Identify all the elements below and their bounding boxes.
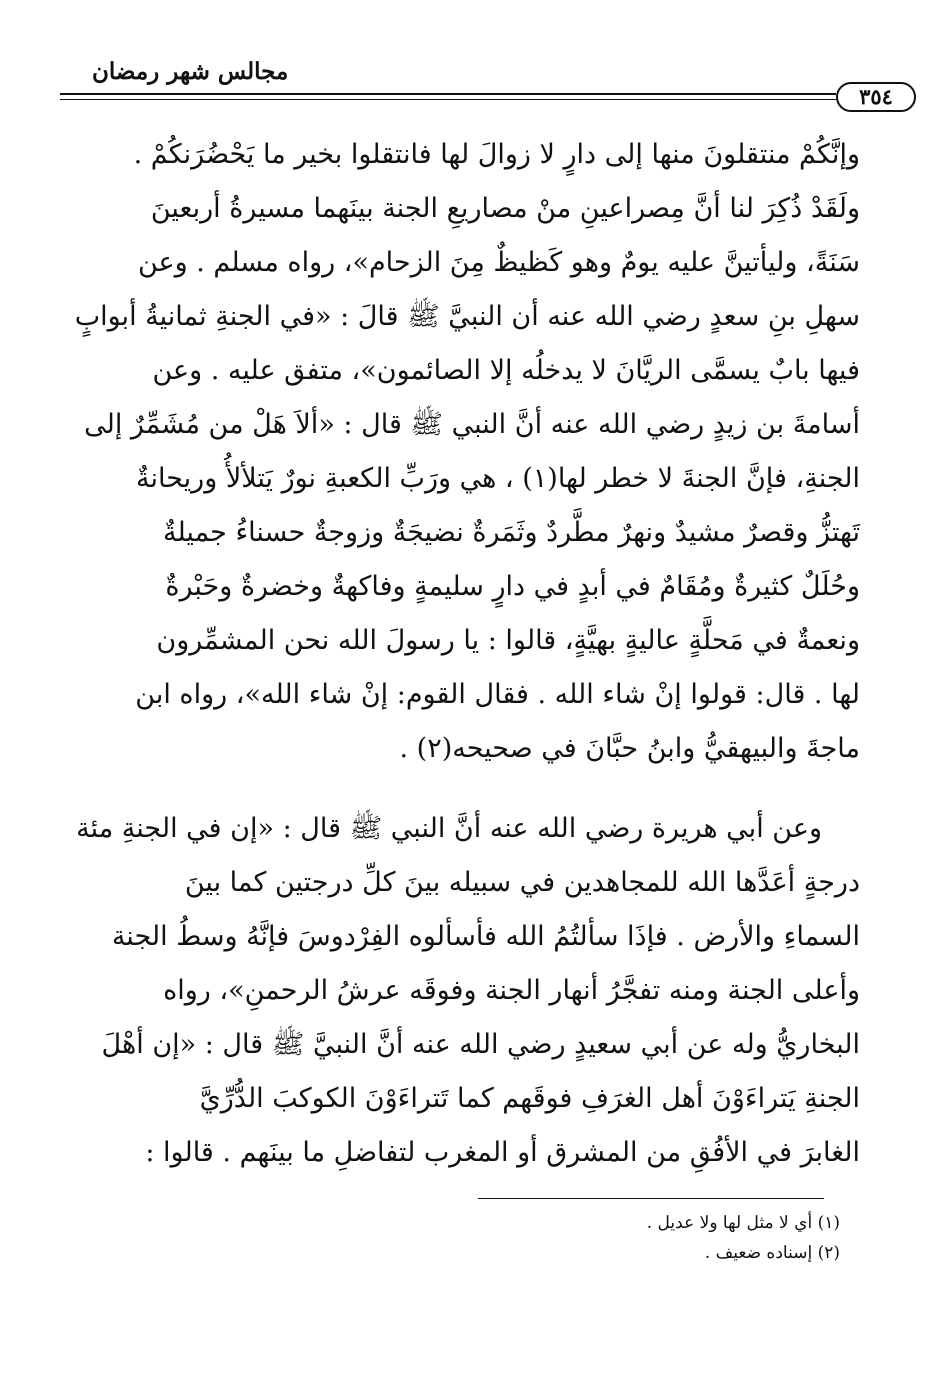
footnote-1: (١) أي لا مثل لها ولا عديل . xyxy=(646,1213,840,1233)
text-line: ونعمةٌ في مَحلَّةٍ عاليةٍ بهيَّةٍ، قالوا : يا رسولَ الله نحن المشمِّرون xyxy=(156,625,860,656)
header-rule-bottom xyxy=(60,99,836,100)
text-line: وإنَّكُمْ منتقلونَ منها إلى دارٍ لا زوالَ لها فانتقلوا بخير ما يَحْضُرَنكُمْ . xyxy=(133,139,860,170)
text-line: لها . قال: قولوا إنْ شاء الله . فقال القوم: إنْ شاء الله»، رواه ابن xyxy=(135,679,860,710)
text-line: أسامةَ بن زيدٍ رضي الله عنه أنَّ النبي ﷺ قال : «ألاَ هَلْ من مُشَمِّرٌ إلى xyxy=(84,409,860,440)
text-line: ماجةَ والبيهقيُّ وابنُ حبَّانَ في صحيحه(٢) . xyxy=(399,733,860,764)
text-line: وأعلى الجنة ومنه تفجَّرُ أنهار الجنة وفوقَه عرشُ الرحمنِ»، رواه xyxy=(163,975,860,1006)
text-line: الغابرَ في الأفُقِ من المشرق أو المغرب لتفاضلِ ما بينَهم . قالوا : xyxy=(145,1137,860,1168)
text-line: وحُلَلٌ كثيرةٌ ومُقَامٌ في أبدٍ في دارٍ سليمةٍ وفاكهةٌ وخضرةٌ وحَبْرةٌ xyxy=(165,571,860,602)
page-number-badge: ٣٥٤ xyxy=(836,82,916,112)
text-line: ولَقَدْ ذُكِرَ لنا أنَّ مِصراعينِ منْ مصاريعِ الجنة بينَهما مسيرةُ أربعينَ xyxy=(150,193,860,224)
text-line: درجةٍ أعَدَّها الله للمجاهدين في سبيله بينَ كلِّ درجتين كما بينَ xyxy=(184,867,860,898)
text-line: البخاريُّ وله عن أبي سعيدٍ رضي الله عنه أنَّ النبيَّ ﷺ قال : «إن أهْلَ xyxy=(101,1029,860,1060)
text-line: الجنةِ، فإنَّ الجنةَ لا خطر لها(١) ، هي ورَبِّ الكعبةِ نورٌ يَتلألأُ وريحانةٌ xyxy=(136,463,860,494)
text-line: وعن أبي هريرة رضي الله عنه أنَّ النبي ﷺ قال : «إن في الجنةِ مئة xyxy=(76,813,822,844)
text-line: تَهتزُّ وقصرٌ مشيدٌ ونهرٌ مطَّردٌ وثَمَرةٌ نضيجَةٌ وزوجةٌ حسناءُ جميلةٌ xyxy=(163,517,860,548)
paragraph-1 xyxy=(60,128,860,776)
text-line: فيها بابٌ يسمَّى الريَّانَ لا يدخلُه إلا الصائمون»، متفق عليه . وعن xyxy=(152,355,860,386)
text-line: الجنةِ يَتراءَوْنَ أهل الغرَفِ فوقَهم كما تَتراءَوْنَ الكوكبَ الدُّرِّيَّ xyxy=(199,1083,860,1114)
footnote-separator xyxy=(478,1198,824,1199)
text-line: السماءِ والأرض . فإذَا سألتُمُ الله فأسألوه الفِرْدوسَ فإنَّهُ وسطُ الجنة xyxy=(111,921,860,952)
running-header-title: مجالس شهر رمضان xyxy=(92,58,289,85)
footnote-2: (٢) إسناده ضعيف . xyxy=(704,1243,840,1263)
text-line: سهلِ بنِ سعدٍ رضي الله عنه أن النبيَّ ﷺ قالَ : «في الجنةِ ثمانيةُ أبوابٍ xyxy=(74,301,860,332)
header-rule-top xyxy=(60,93,836,95)
text-line: سَنَةً، وليأتينَّ عليه يومٌ وهو كَظيظٌ مِنَ الزحام»، رواه مسلم . وعن xyxy=(137,247,860,278)
footnotes xyxy=(420,1208,840,1268)
paragraph-2 xyxy=(60,802,860,1180)
